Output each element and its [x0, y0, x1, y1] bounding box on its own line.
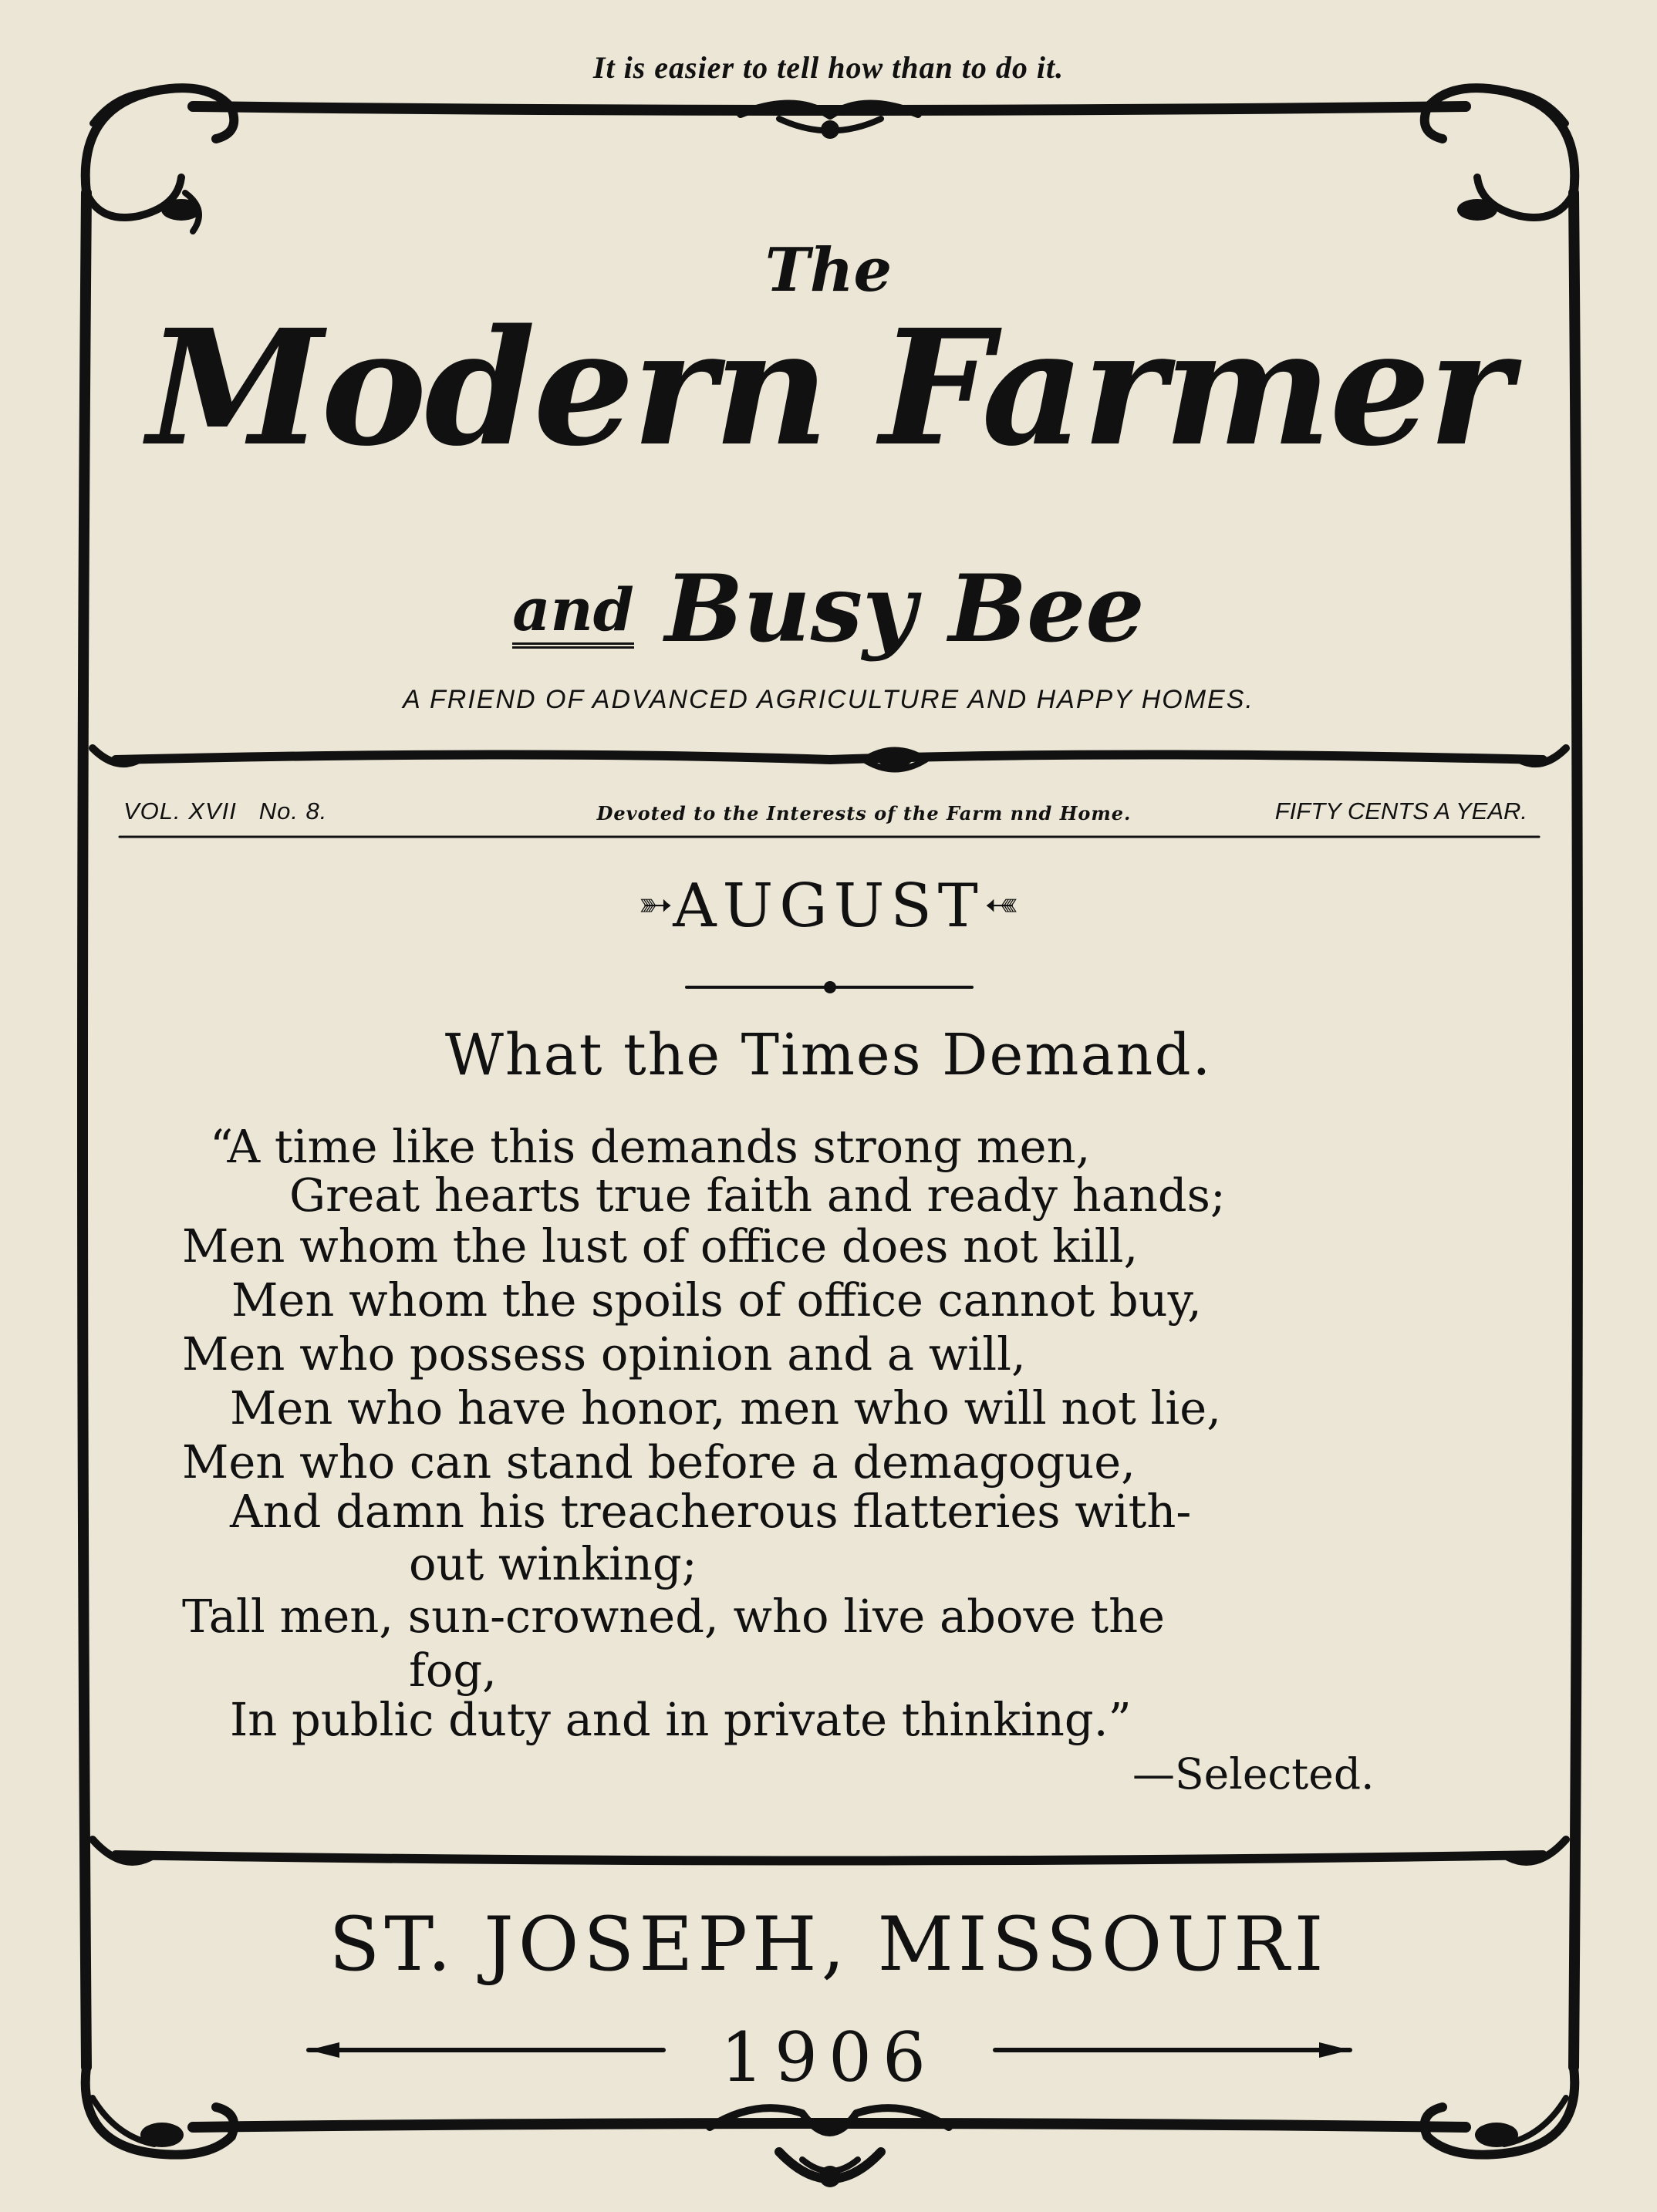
tagline: It is easier to tell how than to do it. — [592, 50, 1065, 85]
right-arrow-ornament: ➳ — [984, 880, 1020, 929]
publication-city: ST. JOSEPH, MISSOURI — [329, 1901, 1328, 1988]
issue-month — [0, 872, 1657, 941]
left-arrow-ornament: ➳ — [637, 880, 673, 929]
masthead-subtitle — [0, 555, 1657, 663]
publication-year: 1906 — [721, 2018, 936, 2097]
poem-line: Men who can stand before a demagogue, — [182, 1435, 1136, 1489]
masthead-title: Modern Farmer — [147, 295, 1510, 481]
issue-volume — [123, 797, 327, 825]
masthead-slogan: A FRIEND OF ADVANCED AGRICULTURE AND HAPPY HOMES. — [403, 685, 1254, 714]
poem-line: Men who have honor, men who will not lie, — [230, 1381, 1221, 1435]
poem-line: fog, — [409, 1644, 497, 1697]
poem-line: And damn his treacherous flatteries with- — [230, 1485, 1192, 1538]
issue-number: No. 8. — [258, 797, 328, 824]
masthead-busy-bee: Busy Bee — [664, 555, 1145, 663]
poem-line: In public duty and in private thinking.” — [230, 1693, 1132, 1746]
masthead-and: and — [512, 581, 634, 649]
subscription-price: FIFTY CENTS A YEAR. — [1274, 797, 1527, 824]
poem-line: Tall men, sun-crowned, who live above the — [182, 1590, 1166, 1643]
volume-number: VOL. XVII — [123, 797, 237, 824]
poem-line: “A time like this demands strong men, — [210, 1120, 1091, 1173]
issue-motto: Devoted to the Interests of the Farm nnd Home. — [596, 802, 1132, 824]
poem-line: Men whom the lust of office does not kill, — [182, 1219, 1139, 1273]
poem-credit: —Selected. — [1132, 1749, 1375, 1799]
poem-title: What the Times Demand. — [444, 1022, 1213, 1088]
poem-line: Men whom the spoils of office cannot buy, — [231, 1273, 1202, 1327]
issue-info-row — [123, 797, 1527, 836]
poem-line: Men who possess opinion and a will, — [182, 1327, 1026, 1381]
month-label: AUGUST — [673, 872, 984, 941]
poem-line: Great hearts true faith and ready hands; — [289, 1168, 1226, 1222]
poem-line: out winking; — [409, 1537, 697, 1590]
masthead-the: The — [764, 235, 893, 305]
